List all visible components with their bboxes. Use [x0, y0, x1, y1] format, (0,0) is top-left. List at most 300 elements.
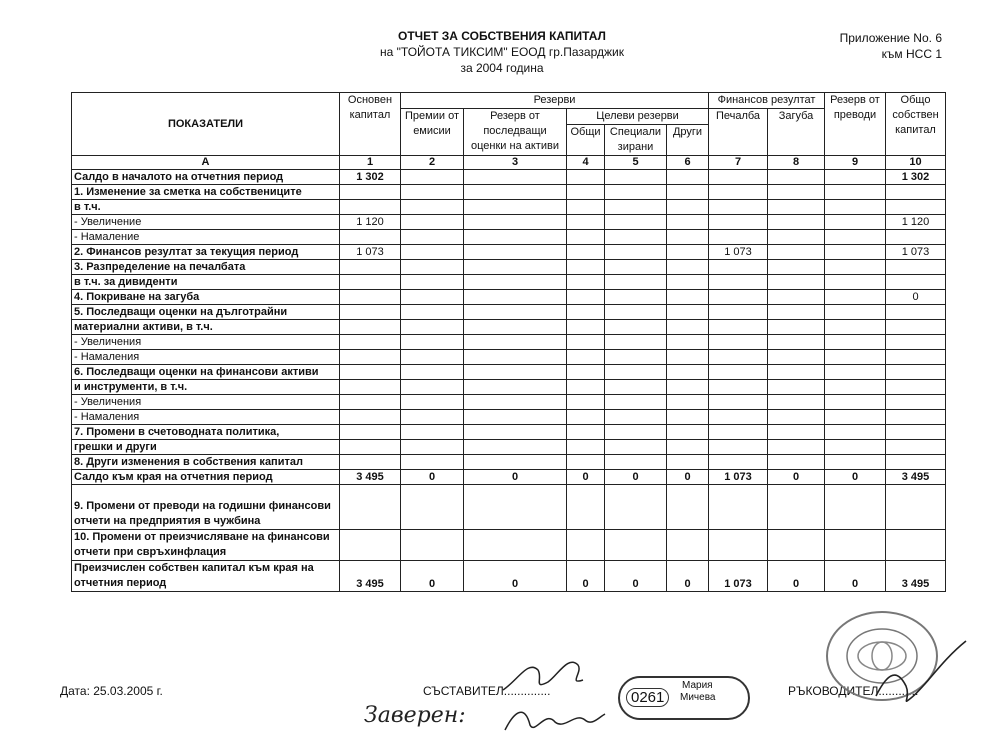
cell-col-8: [768, 260, 825, 275]
compiler-label: СЪСТАВИТЕЛ..............: [423, 684, 551, 698]
header-revaluation: Резерв от последващи оценки на активи: [464, 109, 567, 156]
row-label: Салдо в началото на отчетния период: [72, 170, 340, 185]
table-row: [72, 365, 946, 380]
cell-col-9: [825, 440, 886, 455]
row-label: 2. Финансов резултат за текущия период: [72, 245, 340, 260]
cell-col-2: [401, 200, 464, 215]
cell-col-1: [340, 530, 401, 561]
cell-col-5: [605, 185, 667, 200]
cell-col-4: [567, 260, 605, 275]
cell-col-5: 0: [605, 470, 667, 485]
cell-col-2: 0: [401, 470, 464, 485]
cell-col-6: [667, 320, 709, 335]
row-label: в т.ч. за дивиденти: [72, 275, 340, 290]
cell-col-4: [567, 440, 605, 455]
cell-col-10: 1 302: [886, 170, 946, 185]
cell-col-4: [567, 185, 605, 200]
manager-signature: [866, 636, 976, 726]
cell-col-3: [464, 275, 567, 290]
table-row: [72, 350, 946, 365]
cell-col-5: [605, 380, 667, 395]
cell-col-6: [667, 215, 709, 230]
table-row: [72, 561, 946, 592]
cell-col-9: 0: [825, 470, 886, 485]
cell-col-9: [825, 350, 886, 365]
header-indicators: ПОКАЗАТЕЛИ: [72, 93, 340, 156]
cell-col-6: [667, 230, 709, 245]
cell-col-3: [464, 455, 567, 470]
cell-col-8: [768, 365, 825, 380]
cell-col-2: [401, 425, 464, 440]
cell-col-9: [825, 425, 886, 440]
header-other: Други: [667, 125, 709, 156]
row-label: и инструменти, в т.ч.: [72, 380, 340, 395]
table-row: [72, 215, 946, 230]
equity-report-table: [71, 92, 946, 592]
cell-col-7: [709, 530, 768, 561]
cell-col-1: [340, 320, 401, 335]
cell-col-2: [401, 530, 464, 561]
row-label: - Намаления: [72, 410, 340, 425]
cell-col-4: 0: [567, 561, 605, 592]
cell-col-3: [464, 260, 567, 275]
cell-col-7: [709, 395, 768, 410]
cell-col-3: [464, 350, 567, 365]
cell-col-5: [605, 485, 667, 530]
table-row: [72, 530, 946, 561]
company-line: на "ТОЙОТА ТИКСИМ" ЕООД гр.Пазарджик: [380, 45, 624, 59]
cell-col-7: [709, 215, 768, 230]
cell-col-4: [567, 425, 605, 440]
cell-col-6: [667, 350, 709, 365]
cell-col-3: [464, 215, 567, 230]
cell-col-10: [886, 410, 946, 425]
cell-col-8: [768, 455, 825, 470]
row-label: в т.ч.: [72, 200, 340, 215]
cell-col-2: [401, 185, 464, 200]
cell-col-9: [825, 365, 886, 380]
column-number-8: 8: [768, 156, 825, 170]
table-row: [72, 305, 946, 320]
cell-col-6: [667, 305, 709, 320]
row-label: 5. Последващи оценки на дълготрайни: [72, 305, 340, 320]
cell-col-9: [825, 320, 886, 335]
cell-col-2: [401, 350, 464, 365]
cell-col-5: [605, 215, 667, 230]
cell-col-4: [567, 365, 605, 380]
cell-col-5: [605, 260, 667, 275]
cell-col-9: [825, 275, 886, 290]
stamp-name-1: Мария: [682, 680, 713, 691]
table-row: [72, 170, 946, 185]
row-label: Салдо към края на отчетния период: [72, 470, 340, 485]
cell-col-3: [464, 365, 567, 380]
table-row: [72, 440, 946, 455]
cell-col-6: 0: [667, 470, 709, 485]
table-row: [72, 395, 946, 410]
cell-col-9: [825, 530, 886, 561]
cell-col-6: [667, 365, 709, 380]
cell-col-10: [886, 380, 946, 395]
cell-col-10: 1 120: [886, 215, 946, 230]
cell-col-3: [464, 290, 567, 305]
cell-col-4: [567, 350, 605, 365]
cell-col-10: [886, 335, 946, 350]
appendix-line-1: Приложение No. 6: [839, 31, 942, 45]
stamp-name-2: Мичева: [680, 692, 716, 703]
cell-col-5: [605, 305, 667, 320]
report-date: Дата: 25.03.2005 г.: [60, 684, 163, 698]
cell-col-3: 0: [464, 470, 567, 485]
cell-col-3: [464, 395, 567, 410]
cell-col-4: [567, 530, 605, 561]
header-general: Общи: [567, 125, 605, 156]
row-label: - Увеличения: [72, 335, 340, 350]
cell-col-8: [768, 350, 825, 365]
cell-col-7: [709, 290, 768, 305]
cell-col-10: [886, 275, 946, 290]
cell-col-1: [340, 365, 401, 380]
cell-col-4: [567, 230, 605, 245]
table-row: [72, 185, 946, 200]
cell-col-4: [567, 290, 605, 305]
stamp-number: 0261: [626, 688, 669, 707]
cell-col-10: [886, 365, 946, 380]
cell-col-7: 1 073: [709, 561, 768, 592]
cell-col-6: [667, 185, 709, 200]
cell-col-8: [768, 305, 825, 320]
cell-col-4: [567, 335, 605, 350]
table-row: [72, 335, 946, 350]
cell-col-9: [825, 185, 886, 200]
cell-col-10: 3 495: [886, 470, 946, 485]
cell-col-7: [709, 200, 768, 215]
cell-col-9: [825, 245, 886, 260]
cell-col-8: [768, 485, 825, 530]
cell-col-5: [605, 530, 667, 561]
header-target-reserves: Целеви резерви: [567, 109, 709, 125]
cell-col-2: [401, 260, 464, 275]
cell-col-2: [401, 215, 464, 230]
cell-col-1: [340, 410, 401, 425]
cell-col-1: 1 073: [340, 245, 401, 260]
column-number-6: 6: [667, 156, 709, 170]
table-row: [72, 230, 946, 245]
cell-col-9: [825, 410, 886, 425]
cell-col-5: [605, 335, 667, 350]
cell-col-1: [340, 305, 401, 320]
cell-col-5: [605, 230, 667, 245]
header-special: Специали зирани: [605, 125, 667, 156]
cell-col-6: [667, 425, 709, 440]
cell-col-9: [825, 305, 886, 320]
cell-col-2: [401, 305, 464, 320]
cell-col-10: [886, 440, 946, 455]
cell-col-10: [886, 425, 946, 440]
row-label: материални активи, в т.ч.: [72, 320, 340, 335]
row-label: 7. Промени в счетоводната политика,: [72, 425, 340, 440]
cell-col-9: [825, 335, 886, 350]
cell-col-7: 1 073: [709, 470, 768, 485]
column-number-1: 1: [340, 156, 401, 170]
cell-col-5: [605, 455, 667, 470]
cell-col-10: [886, 260, 946, 275]
cell-col-7: [709, 320, 768, 335]
cell-col-8: [768, 380, 825, 395]
certifier-signature: [500, 700, 610, 740]
compiler-signature: [498, 650, 588, 700]
cell-col-8: [768, 410, 825, 425]
cell-col-6: [667, 260, 709, 275]
cell-col-10: 0: [886, 290, 946, 305]
cell-col-4: [567, 305, 605, 320]
cell-col-3: [464, 410, 567, 425]
table-row: [72, 260, 946, 275]
cell-col-4: [567, 395, 605, 410]
cell-col-7: [709, 185, 768, 200]
cell-col-8: [768, 245, 825, 260]
handwritten-certified: Заверен:: [364, 703, 466, 728]
column-number-2: 2: [401, 156, 464, 170]
cell-col-4: [567, 455, 605, 470]
appendix-note: [840, 30, 942, 62]
cell-col-7: [709, 365, 768, 380]
cell-col-2: [401, 230, 464, 245]
table-row: [72, 320, 946, 335]
cell-col-1: [340, 200, 401, 215]
cell-col-2: [401, 320, 464, 335]
cell-col-7: [709, 410, 768, 425]
cell-col-10: [886, 395, 946, 410]
cell-col-6: [667, 395, 709, 410]
row-label: грешки и други: [72, 440, 340, 455]
cell-col-1: 3 495: [340, 470, 401, 485]
cell-col-2: [401, 380, 464, 395]
cell-col-10: 3 495: [886, 561, 946, 592]
cell-col-2: [401, 485, 464, 530]
compiler-stamp: [618, 676, 750, 720]
cell-col-5: [605, 320, 667, 335]
cell-col-1: [340, 260, 401, 275]
cell-col-7: [709, 350, 768, 365]
cell-col-6: [667, 485, 709, 530]
cell-col-10: 1 073: [886, 245, 946, 260]
row-label: Преизчислен собствен капитал към края на отчетния период: [72, 561, 340, 592]
cell-col-7: [709, 335, 768, 350]
cell-col-7: [709, 380, 768, 395]
cell-col-1: [340, 335, 401, 350]
cell-col-8: 0: [768, 470, 825, 485]
cell-col-1: [340, 425, 401, 440]
cell-col-1: 1 120: [340, 215, 401, 230]
cell-col-5: [605, 290, 667, 305]
cell-col-8: [768, 290, 825, 305]
cell-col-9: [825, 395, 886, 410]
table-row: [72, 410, 946, 425]
year-line: за 2004 година: [460, 61, 544, 75]
cell-col-3: [464, 185, 567, 200]
table-row: [72, 200, 946, 215]
cell-col-8: [768, 530, 825, 561]
column-number-9: 9: [825, 156, 886, 170]
cell-col-7: [709, 170, 768, 185]
table-row: [72, 425, 946, 440]
table-row: [72, 455, 946, 470]
cell-col-4: [567, 410, 605, 425]
cell-col-3: [464, 440, 567, 455]
cell-col-8: [768, 335, 825, 350]
cell-col-3: [464, 170, 567, 185]
cell-col-1: [340, 440, 401, 455]
cell-col-6: [667, 245, 709, 260]
row-label: - Увеличения: [72, 395, 340, 410]
cell-col-10: [886, 305, 946, 320]
row-label: - Намаление: [72, 230, 340, 245]
header-basic-capital: Основен капитал: [340, 93, 401, 156]
row-label: 6. Последващи оценки на финансови активи: [72, 365, 340, 380]
column-number-5: 5: [605, 156, 667, 170]
header-transfers: Резерв от преводи: [825, 93, 886, 156]
cell-col-6: [667, 170, 709, 185]
cell-col-2: [401, 335, 464, 350]
cell-col-2: [401, 245, 464, 260]
cell-col-7: [709, 485, 768, 530]
cell-col-10: [886, 455, 946, 470]
cell-col-3: 0: [464, 561, 567, 592]
cell-col-7: [709, 230, 768, 245]
cell-col-5: [605, 410, 667, 425]
cell-col-8: [768, 440, 825, 455]
table-row: [72, 245, 946, 260]
cell-col-10: [886, 185, 946, 200]
cell-col-10: [886, 320, 946, 335]
cell-col-7: [709, 305, 768, 320]
cell-col-8: [768, 320, 825, 335]
row-label: 9. Промени от преводи на годишни финансови отчети на предприятия в чужбина: [72, 485, 340, 530]
cell-col-6: 0: [667, 561, 709, 592]
cell-col-9: [825, 200, 886, 215]
cell-col-6: [667, 380, 709, 395]
cell-col-2: [401, 170, 464, 185]
cell-col-3: [464, 380, 567, 395]
cell-col-3: [464, 335, 567, 350]
cell-col-1: [340, 230, 401, 245]
cell-col-9: [825, 290, 886, 305]
table-row: [72, 380, 946, 395]
cell-col-4: [567, 170, 605, 185]
cell-col-1: [340, 395, 401, 410]
column-number-7: 7: [709, 156, 768, 170]
cell-col-5: [605, 425, 667, 440]
cell-col-6: [667, 455, 709, 470]
cell-col-6: [667, 335, 709, 350]
cell-col-8: [768, 185, 825, 200]
cell-col-4: [567, 380, 605, 395]
cell-col-5: [605, 170, 667, 185]
cell-col-2: [401, 455, 464, 470]
cell-col-1: 3 495: [340, 561, 401, 592]
cell-col-6: [667, 290, 709, 305]
cell-col-3: [464, 530, 567, 561]
cell-col-4: [567, 245, 605, 260]
cell-col-7: [709, 455, 768, 470]
cell-col-8: [768, 395, 825, 410]
cell-col-4: [567, 320, 605, 335]
cell-col-5: [605, 275, 667, 290]
cell-col-3: [464, 230, 567, 245]
header-premium: Премии от емисии: [401, 109, 464, 156]
row-label: 8. Други изменения в собствения капитал: [72, 455, 340, 470]
cell-col-10: [886, 200, 946, 215]
cell-col-2: [401, 410, 464, 425]
cell-col-7: [709, 425, 768, 440]
cell-col-3: [464, 200, 567, 215]
row-label: - Намаления: [72, 350, 340, 365]
column-number-0: А: [72, 156, 340, 170]
table-row: [72, 275, 946, 290]
cell-col-1: [340, 485, 401, 530]
cell-col-6: [667, 200, 709, 215]
row-label: 4. Покриване на загуба: [72, 290, 340, 305]
row-label: 1. Изменение за сметка на собствениците: [72, 185, 340, 200]
cell-col-9: [825, 230, 886, 245]
cell-col-10: [886, 485, 946, 530]
cell-col-4: 0: [567, 470, 605, 485]
cell-col-2: [401, 275, 464, 290]
table-row: [72, 290, 946, 305]
cell-col-6: [667, 530, 709, 561]
cell-col-6: [667, 410, 709, 425]
row-label: - Увеличение: [72, 215, 340, 230]
cell-col-1: 1 302: [340, 170, 401, 185]
cell-col-5: [605, 395, 667, 410]
cell-col-9: [825, 455, 886, 470]
report-title: ОТЧЕТ ЗА СОБСТВЕНИЯ КАПИТАЛ: [398, 29, 606, 43]
cell-col-3: [464, 485, 567, 530]
cell-col-3: [464, 245, 567, 260]
cell-col-8: [768, 425, 825, 440]
cell-col-1: [340, 350, 401, 365]
cell-col-4: [567, 485, 605, 530]
cell-col-9: [825, 170, 886, 185]
header-profit: Печалба: [709, 109, 768, 156]
table-row: [72, 485, 946, 530]
cell-col-4: [567, 200, 605, 215]
cell-col-4: [567, 215, 605, 230]
cell-col-5: [605, 350, 667, 365]
cell-col-2: [401, 440, 464, 455]
appendix-line-2: към НСС 1: [881, 47, 942, 61]
manager-label: РЪКОВОДИТЕЛ............: [788, 684, 919, 698]
cell-col-1: [340, 275, 401, 290]
cell-col-7: 1 073: [709, 245, 768, 260]
cell-col-2: [401, 395, 464, 410]
cell-col-8: [768, 215, 825, 230]
row-label: 3. Разпределение на печалбата: [72, 260, 340, 275]
cell-col-5: [605, 440, 667, 455]
cell-col-7: [709, 275, 768, 290]
header-fin-result: Финансов резултат: [709, 93, 825, 109]
column-number-10: 10: [886, 156, 946, 170]
cell-col-3: [464, 425, 567, 440]
cell-col-1: [340, 290, 401, 305]
cell-col-2: [401, 290, 464, 305]
row-label: 10. Промени от преизчисляване на финансови отчети при свръхинфлация: [72, 530, 340, 561]
cell-col-7: [709, 260, 768, 275]
cell-col-5: 0: [605, 561, 667, 592]
header-total: Общо собствен капитал: [886, 93, 946, 156]
column-number-4: 4: [567, 156, 605, 170]
